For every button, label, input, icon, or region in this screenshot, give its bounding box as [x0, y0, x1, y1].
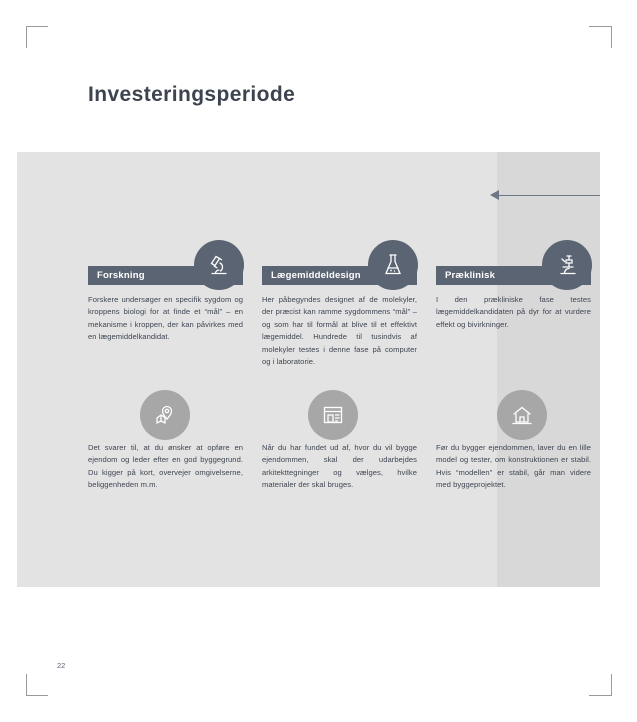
- phase-text: Forskere undersøger en specifik sygdom og kroppens biologi for at finde et “mål” – en mekanisme i kroppen, der kan påvirkes med en lægemiddelkandidat.: [88, 295, 243, 342]
- crop-mark: [26, 26, 48, 27]
- crop-mark: [589, 26, 611, 27]
- phase-text: I den prækliniske fase testes lægemiddelkandidaten på dyr for at vurdere effekt og bivirkninger.: [436, 295, 591, 329]
- crop-mark: [26, 695, 48, 696]
- phase-text: Her påbegyndes designet af de molekyler, der præcist kan ramme sygdommens “mål” – og som har til formål at blive til et effektivt lægemiddel. Hundrede til tusindvis af molekyler testes i denne fase på computer og i laboratorie.: [262, 295, 417, 367]
- page-title: Investeringsperiode: [88, 83, 296, 106]
- crop-mark: [26, 26, 27, 48]
- arrow-left-icon: [490, 190, 499, 200]
- crop-mark: [26, 674, 27, 696]
- page-number: 22: [57, 661, 66, 670]
- analogy-text-3: Før du bygger ejendommen, laver du en lille model og tester, om konstruktionen er stabil. Hvis “modellen” er stabil, går man videre med byggeprojektet.: [436, 443, 591, 490]
- analogy-text-2: Når du har fundet ud af, hvor du vil bygge ejendommen, skal der udarbejdes arkitekttegninger og vælges, hvilke materialer der skal bruges.: [262, 443, 417, 490]
- house-model-icon: [497, 390, 547, 440]
- map-pin-icon: [140, 390, 190, 440]
- crop-mark: [611, 26, 612, 48]
- analogy-text-1: Det svarer til, at du ønsker at opføre en ejendom og leder efter en god byggegrund. Du kigger på kort, overvejer omgivelserne, beliggenheden m.m.: [88, 443, 243, 490]
- blueprint-icon: [308, 390, 358, 440]
- content-band-right: [497, 152, 600, 587]
- phase-label: Lægemiddeldesign: [271, 270, 361, 281]
- phase-label: Præklinisk: [445, 270, 496, 281]
- crop-mark: [589, 695, 611, 696]
- arrow-line: [498, 195, 600, 196]
- timeline-arrow: [490, 190, 600, 202]
- microscope-icon: [194, 240, 244, 290]
- crop-mark: [611, 674, 612, 696]
- flask-icon: [368, 240, 418, 290]
- microscope-stand-icon: [542, 240, 592, 290]
- phase-label: Forskning: [97, 270, 145, 281]
